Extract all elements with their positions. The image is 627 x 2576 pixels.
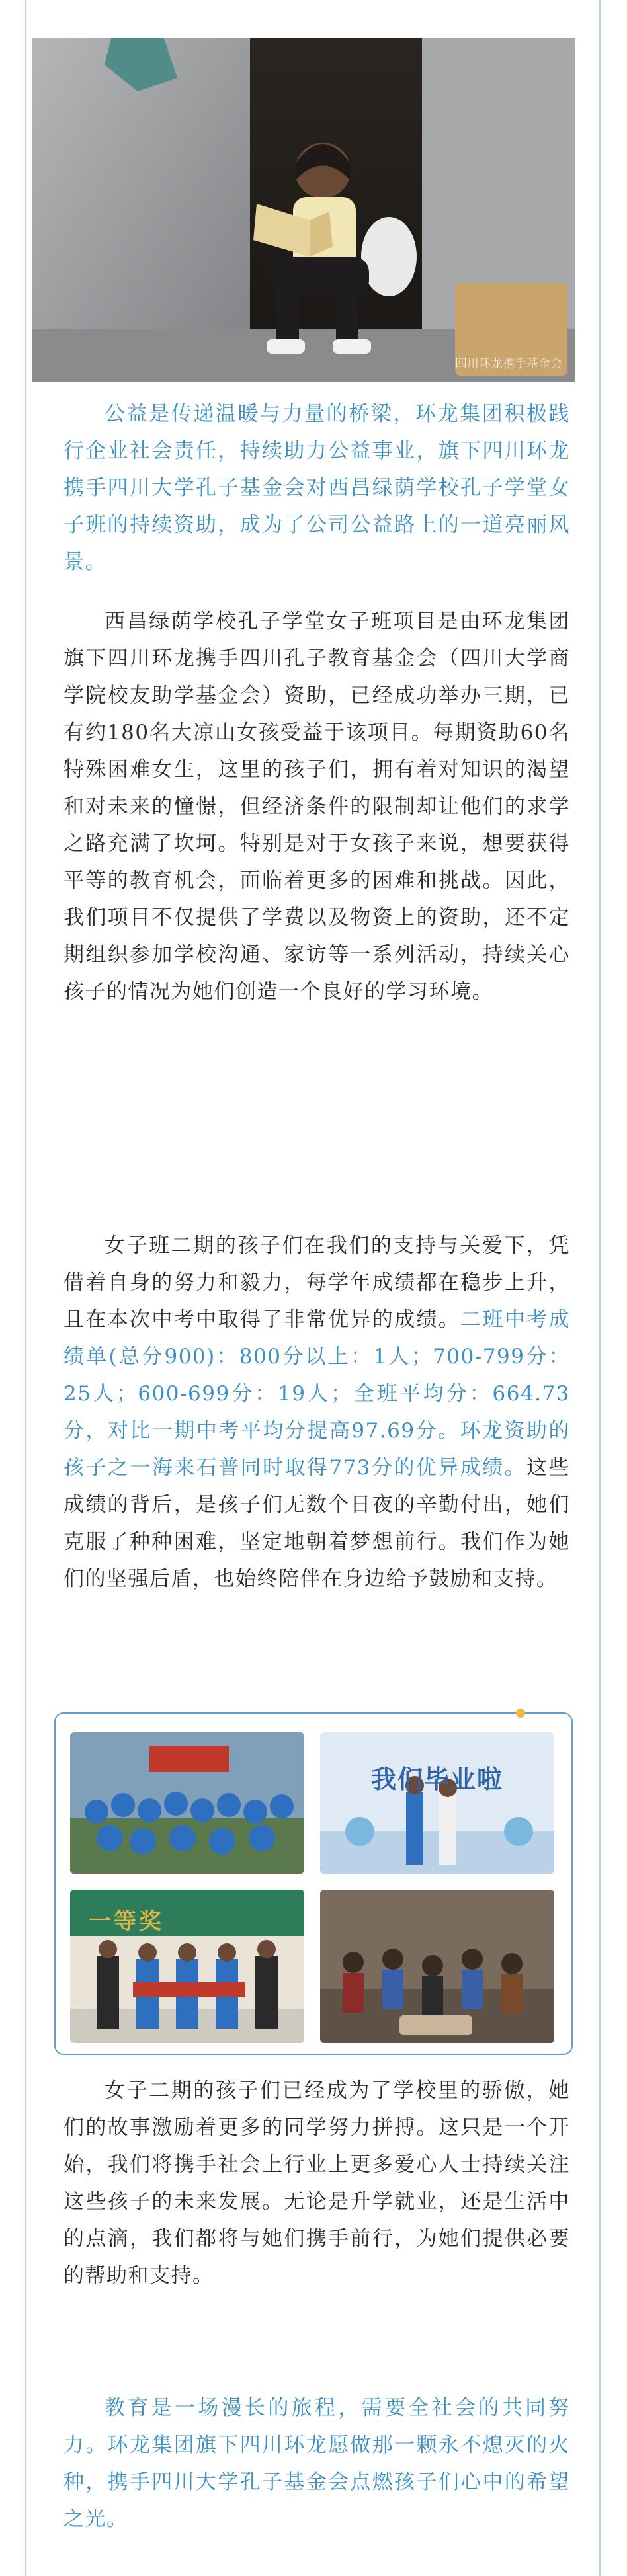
photo-collage — [54, 1712, 573, 2055]
intro-paragraph: 公益是传递温暖与力量的桥梁，环龙集团积极践行企业社会责任，持续助力公益事业，旗下四川环龙携手四川大学孔子基金会对西昌绿荫学校孔子学堂女子班的持续资助，成为了公司公益路上的一道亮丽风景。 — [63, 402, 570, 574]
results-text-start: 女子班二期的孩子们在我们的支持与关爱下，凭借着自身的努力和毅力，每学年成绩都在稳步上升，且在本次中考中取得了非常优异的成绩。 — [63, 1234, 570, 1332]
graduation-caption: 我们毕业啦 — [370, 1764, 503, 1794]
results-paragraph — [63, 1227, 570, 1597]
decorative-dot — [516, 1709, 525, 1718]
project-paragraph: 西昌绿荫学校孔子学堂女子班项目是由环龙集团旗下四川环龙携手四川孔子教育基金会（四川大学商学院校友助学基金会）资助，已经成功举办三期，已有约180名大凉山女孩受益于该项目。每期资助60名特殊困难女生，这里的孩子们，拥有着对知识的渴望和对未来的憧憬，但经济条件的限制却让他们的求学之路充满了坎坷。特别是对于女孩子来说，想要获得平等的教育机会，面临着更多的困难和挑战。因此，我们项目不仅提供了学费以及物资上的资助，还不定期组织参加学校沟通、家访等一系列活动，持续关心孩子的情况为她们创造一个良好的学习环境。 — [63, 610, 570, 1004]
hero-photo — [32, 38, 575, 382]
hero-photo-illustration — [32, 38, 575, 382]
closing-paragraph: 教育是一场漫长的旅程，需要全社会的共同努力。环龙集团旗下四川环龙愿做那一颗永不熄灭的火种，携手四川大学孔子基金会点燃孩子们心中的希望之光。 — [63, 2396, 570, 2531]
collage-photo-home-visit — [320, 1890, 554, 2043]
collage-photo-graduation — [320, 1732, 554, 1874]
collage-photo-award — [70, 1890, 304, 2043]
pride-paragraph: 女子二期的孩子们已经成为了学校里的骄傲，她们的故事激励着更多的同学努力拼搏。这只是一个开始，我们将携手社会上行业上更多爱心人士持续关注这些孩子的未来发展。无论是升学就业，还是生活中的点滴，我们都将与她们携手前行，为她们提供必要的帮助和支持。 — [63, 2079, 570, 2288]
hero-watermark: 四川环龙携手基金会 — [455, 357, 562, 371]
results-text-end: 这些成绩的背后，是孩子们无数个日夜的辛勤付出，她们克服了种种困难，坚定地朝着梦想前行。我们作为她们的坚强后盾，也始终陪伴在身边给予鼓励和支持。 — [63, 1456, 571, 1591]
collage-photo-group — [70, 1732, 304, 1874]
award-caption: 一等奖 — [89, 1908, 164, 1935]
results-highlight: 二班中考成绩单(总分900)：800分以上：1人；700-799分：25人；600-699分：19人；全班平均分：664.73分，对比一期中考平均分提高97.69分。环龙资助的孩子之一海来石普同时取得773分的优异成绩。 — [63, 1308, 571, 1480]
